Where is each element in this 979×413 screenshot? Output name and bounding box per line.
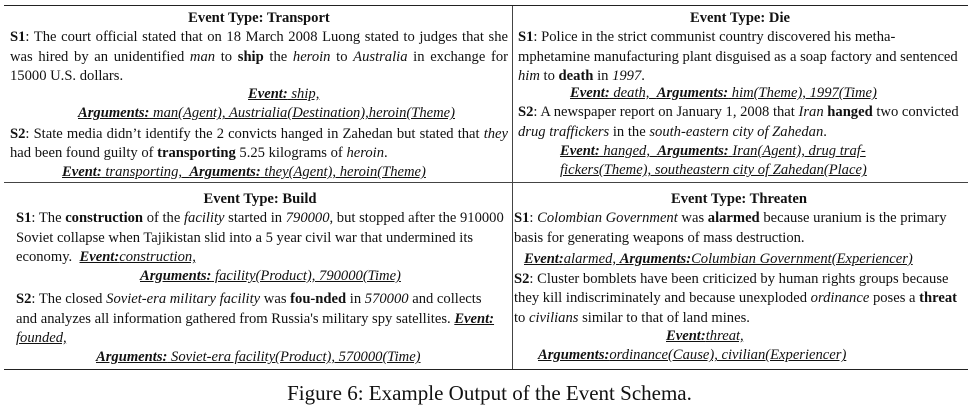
event-annotation: Event:threat, [666,328,744,345]
event-arguments-annotation: Event: hanged, Arguments: Iran(Agent), drug traf- [560,143,866,160]
event-arguments-annotation: Event:alarmed, Arguments:Columbian Government(Experiencer) [524,250,913,267]
event-arguments-annotation: Event: transporting, Arguments: they(Agent), heroin(Theme) [62,164,426,181]
cell-transport [10,9,508,183]
arguments-annotation: Arguments: man(Agent), Austrialia(Destination),heroin(Theme) [78,105,455,122]
sentence-s1: S1: Police in the strict communist country discovered his metha-mphetamine manufacturing plant disguised as a soap factory and sentenced him to death in 1997. [518,29,958,84]
event-type-heading: Event Type: Build [203,191,317,207]
arguments-annotation-continued: fickers(Theme), southeastern city of Zahedan(Place) [560,162,867,179]
sentence-s2: S2: Cluster bomblets have been criticized by human rights groups because they kill indiscriminately and because unexploded ordinance poses a threat to civilians similar to that of land mines. [514,271,957,326]
cell-die [518,9,962,181]
sentence-s1: S1: Colombian Government was alarmed because uranium is the primary basis for generating weapons of mass destruction. [514,210,947,246]
event-arguments-annotation: Event: death, Arguments: him(Theme), 1997(Time) [570,85,877,102]
event-schema-table [4,5,968,370]
sentence-s1: S1: The court official stated that on 18 March 2008 Luong stated to judges that she was hired by an unidentified man to ship the heroin to Australia in exchange for 15000 U.S. dollars. [10,29,508,84]
arguments-annotation: Arguments:ordinance(Cause), civilian(Experiencer) [538,347,847,364]
column-divider [512,6,513,369]
arguments-annotation: Arguments: facility(Product), 790000(Time) [140,268,401,285]
cell-build [16,190,504,368]
event-type-heading: Event Type: Die [690,10,790,26]
sentence-s2: S2: State media didn’t identify the 2 convicts hanged in Zahedan but stated that they had been found guilty of transporting 5.25 kilograms of heroin. [10,125,508,162]
figure-caption: Figure 6: Example Output of the Event Schema. [287,381,692,405]
sentence-s2: S2: A newspaper report on January 1, 2008 that Iran hanged two convicted drug traffickers in the south-eastern city of Zahedan. [518,104,959,140]
sentence-s1: S1: The construction of the facility started in 790000, but stopped after the 910000 Soviet collapse when Tajikistan slid into a 5 year civil war that undermined its economy. Event:construction, [16,210,504,265]
sentence-s2: S2: The closed Soviet-era military facility was fou-nded in 570000 and collects and analyzes all information gathered from Russia's military spy satellites. Event: founded, [16,291,495,347]
event-type-heading: Event Type: Transport [188,10,330,26]
event-annotation: Event: ship, [248,86,320,103]
cell-threaten [514,190,964,366]
arguments-annotation: Arguments: Soviet-era facility(Product), 570000(Time) [96,349,421,366]
event-type-heading: Event Type: Threaten [671,191,807,207]
